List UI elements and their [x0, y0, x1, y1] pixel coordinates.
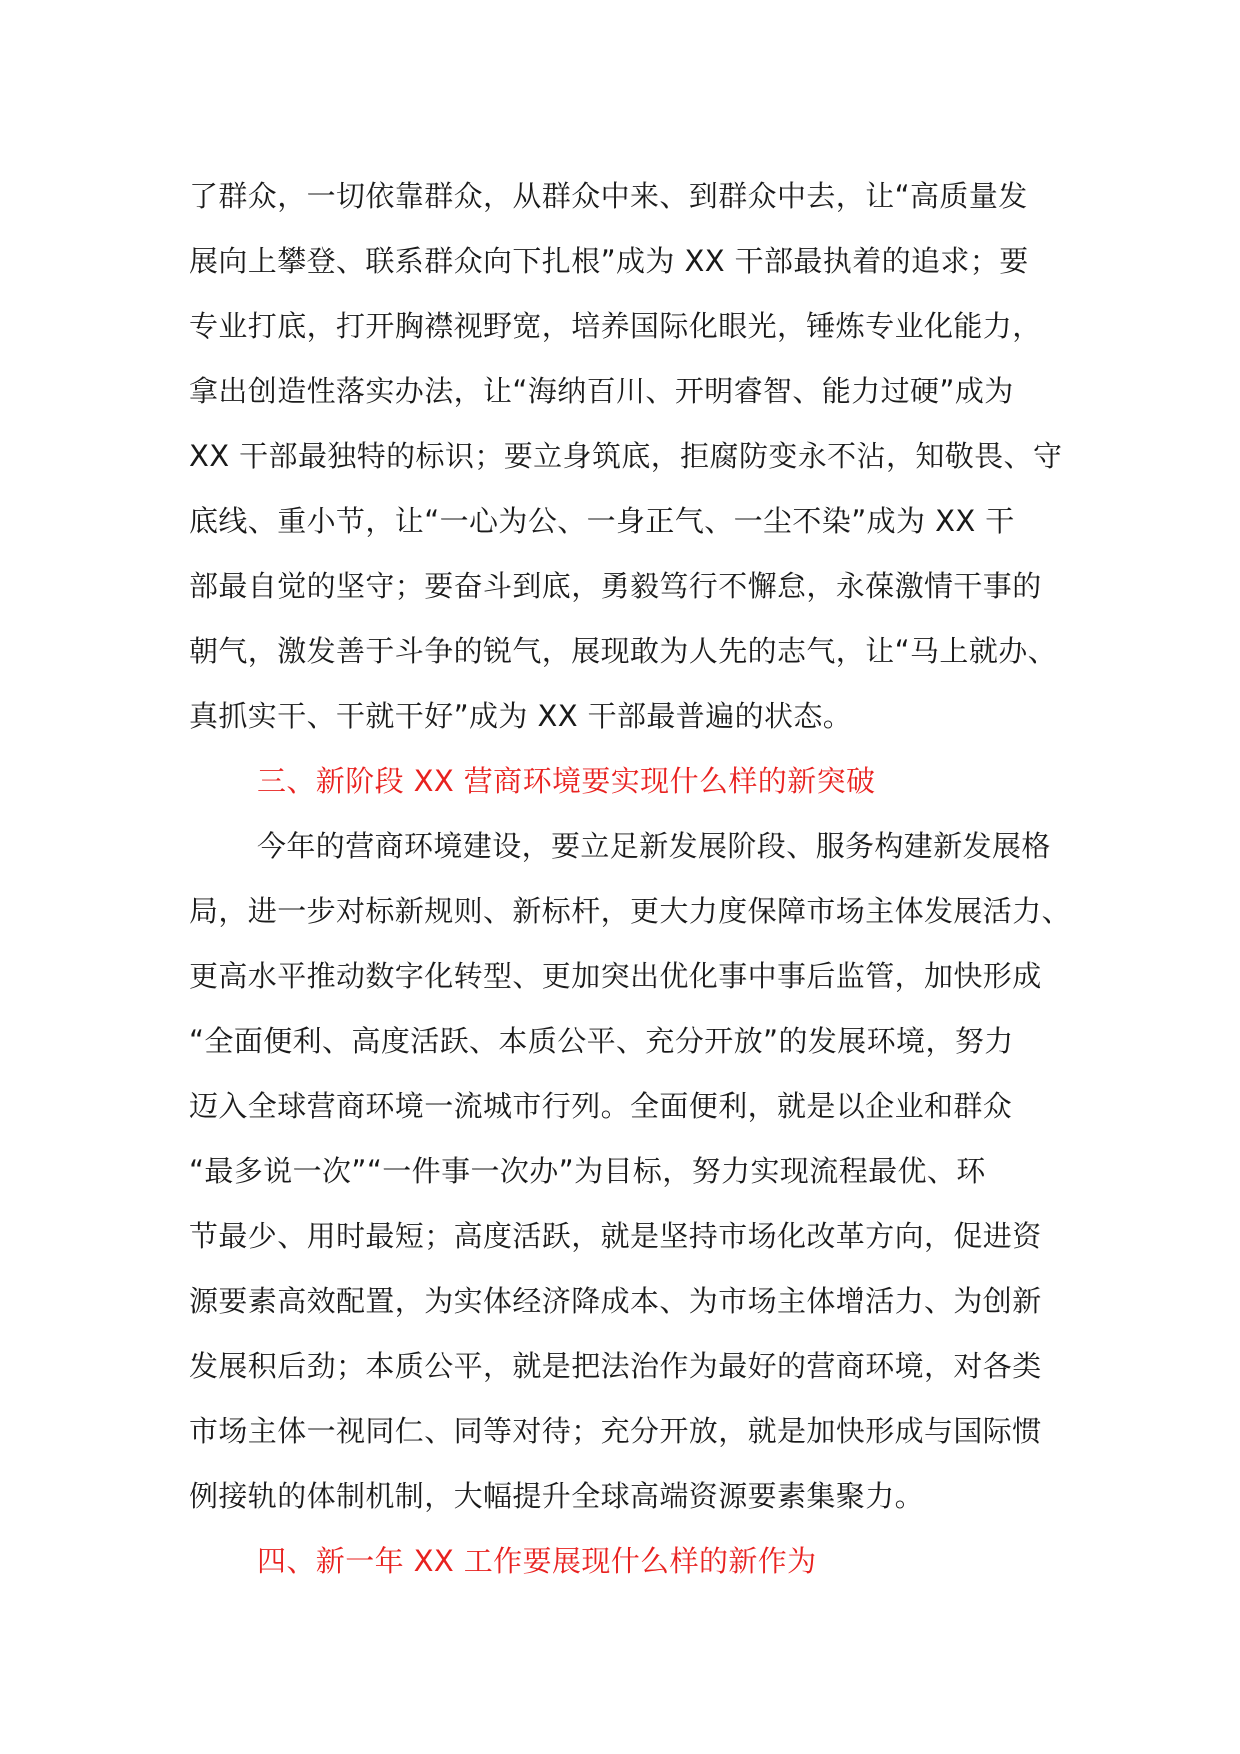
paragraph-line: XX 干部最独特的标识；要立身筑底，拒腐防变永不沾，知敬畏、守 — [189, 439, 1063, 473]
paragraph-cadre-requirements — [189, 164, 1063, 749]
paragraph-line: 真抓实干、干就干好”成为 XX 干部最普遍的状态。 — [189, 699, 853, 733]
paragraph-line: 市场主体一视同仁、同等对待；充分开放，就是加快形成与国际惯 — [189, 1414, 1042, 1448]
paragraph-line: 例接轨的体制机制，大幅提升全球高端资源要素集聚力。 — [189, 1479, 925, 1513]
paragraph-line: “全面便利、高度活跃、本质公平、充分开放”的发展环境，努力 — [189, 1024, 1014, 1058]
section-heading-4: 四、新一年 XX 工作要展现什么样的新作为 — [257, 1544, 817, 1578]
paragraph-line: 更高水平推动数字化转型、更加突出优化事中事后监管，加快形成 — [189, 959, 1042, 993]
paragraph-line: 底线、重小节，让“一心为公、一身正气、一尘不染”成为 XX 干 — [189, 504, 1015, 538]
document-body — [189, 164, 1072, 1594]
paragraph-line: 节最少、用时最短；高度活跃，就是坚持市场化改革方向，促进资 — [189, 1219, 1042, 1253]
paragraph-line: 展向上攀登、联系群众向下扎根”成为 XX 干部最执着的追求；要 — [189, 244, 1029, 278]
paragraph-line: 专业打底，打开胸襟视野宽，培养国际化眼光，锤炼专业化能力， — [189, 309, 1042, 343]
paragraph-line: 部最自觉的坚守；要奋斗到底，勇毅笃行不懈怠，永葆激情干事的 — [189, 569, 1042, 603]
paragraph-line: 发展积后劲；本质公平，就是把法治作为最好的营商环境，对各类 — [189, 1349, 1042, 1383]
paragraph-line: 朝气，激发善于斗争的锐气，展现敢为人先的志气，让“马上就办、 — [189, 634, 1058, 668]
paragraph-line: 迈入全球营商环境一流城市行列。全面便利，就是以企业和群众 — [189, 1089, 1013, 1123]
paragraph-business-environment — [189, 814, 1072, 1529]
paragraph-line: “最多说一次”“一件事一次办”为目标，努力实现流程最优、环 — [189, 1154, 986, 1188]
paragraph-line: 今年的营商环境建设，要立足新发展阶段、服务构建新发展格 — [257, 829, 1051, 863]
paragraph-line: 拿出创造性落实办法，让“海纳百川、开明睿智、能力过硬”成为 — [189, 374, 1014, 408]
paragraph-line: 局，进一步对标新规则、新标杆，更大力度保障市场主体发展活力、 — [189, 894, 1072, 928]
section-heading-3: 三、新阶段 XX 营商环境要实现什么样的新突破 — [257, 764, 876, 798]
paragraph-line: 了群众，一切依靠群众，从群众中来、到群众中去，让“高质量发 — [189, 179, 1028, 213]
paragraph-line: 源要素高效配置，为实体经济降成本、为市场主体增活力、为创新 — [189, 1284, 1042, 1318]
